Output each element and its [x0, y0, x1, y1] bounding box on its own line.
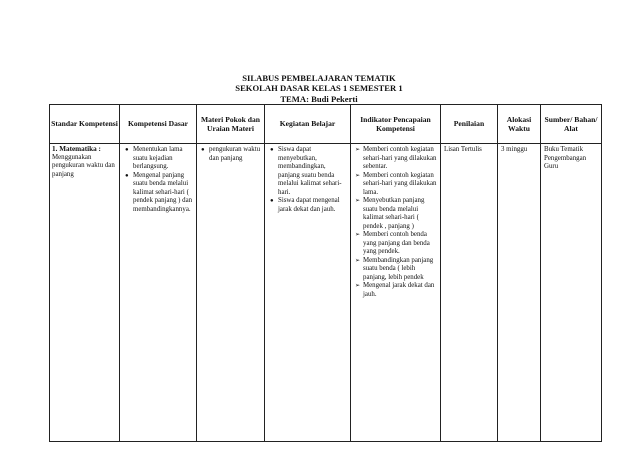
materi-list [197, 144, 264, 163]
arrow-bullet-icon: ➢ [355, 147, 361, 153]
list-item [354, 146, 438, 172]
cell-kompetensi-dasar [120, 144, 197, 442]
header-alokasi-waktu: Alokasi Waktu [498, 105, 541, 144]
syllabus-table [49, 104, 602, 442]
kompetensi-list [120, 144, 196, 214]
list-item-text: Memberi contoh benda yang panjang dan benda yang pendek. [363, 231, 430, 255]
round-bullet-icon: ● [125, 147, 129, 153]
cell-materi-pokok [197, 144, 265, 442]
cell-sumber: Buku Tematik Pengembangan Guru [541, 144, 602, 442]
list-item-text: Mengenal jarak dekat dan jauh. [363, 282, 435, 298]
list-item-text: Siswa dapat menyebutkan, membandingkan, panjang suatu benda melalui kalimat sehari-hari. [278, 146, 342, 196]
cell-penilaian: Lisan Tertulis [441, 144, 498, 442]
document-theme: TEMA: Budi Pekerti [280, 94, 358, 104]
arrow-bullet-icon: ➢ [355, 172, 361, 179]
document-title: SILABUS PEMBELAJARAN TEMATIK [242, 73, 396, 83]
list-item [269, 197, 348, 214]
list-item-text: Mengenal panjang suatu benda melalui kalimat sehari-hari ( pendek panjang ) dan membandingkannya. [133, 171, 193, 213]
list-item-text: Menentukan lama suatu kejadian berlangsung. [133, 146, 183, 170]
list-item [200, 146, 262, 163]
arrow-bullet-icon: ➢ [355, 232, 361, 238]
list-item [354, 172, 438, 198]
round-bullet-icon: ● [201, 147, 205, 153]
header-penilaian: Penilaian [441, 105, 498, 144]
header-materi-pokok: Materi Pokok dan Uraian Materi [197, 105, 265, 144]
cell-standar-kompetensi [50, 144, 120, 442]
arrow-bullet-icon: ➢ [355, 257, 361, 264]
header-indikator: Indikator Pencapaian Kompetensi [351, 105, 441, 144]
kegiatan-list [265, 144, 350, 214]
list-item [354, 197, 438, 231]
list-item [124, 146, 194, 172]
list-item [354, 282, 438, 299]
header-kegiatan-belajar: Kegiatan Belajar [265, 105, 351, 144]
list-item-text: pengukuran waktu dan panjang [209, 146, 261, 162]
round-bullet-icon: ● [270, 147, 274, 153]
table-header-row [50, 105, 602, 144]
round-bullet-icon: ● [125, 172, 129, 179]
cell-kegiatan-belajar [265, 144, 351, 442]
arrow-bullet-icon: ➢ [355, 198, 361, 204]
list-item-text: Menyebutkan panjang suatu benda melalui kalimat sehari-hari ( pendek , panjang ) [363, 197, 425, 230]
list-item-text: Memberi contoh kegiatan sehari-hari yang dilakukan lama. [363, 171, 437, 196]
indikator-list [351, 144, 440, 299]
list-item-text: Membandingkan panjang suatu benda ( lebih panjang, lebih pendek [363, 256, 434, 281]
subject-label: 1. Matematika : [52, 145, 101, 153]
document-subtitle: SEKOLAH DASAR KELAS 1 SEMESTER 1 [235, 83, 403, 93]
list-item-text: Memberi contoh kegiatan sehari-hari yang dilakukan sebentar. [363, 146, 437, 170]
list-item [354, 231, 438, 257]
list-item [124, 172, 194, 215]
header-standar-kompetensi: Standar Kompetensi [50, 105, 120, 144]
header-sumber: Sumber/ Bahan/ Alat [541, 105, 602, 144]
round-bullet-icon: ● [270, 198, 274, 204]
header-kompetensi-dasar: Kompetensi Dasar [120, 105, 197, 144]
arrow-bullet-icon: ➢ [355, 283, 361, 289]
list-item-text: Siswa dapat mengenal jarak dekat dan jauh. [278, 197, 340, 213]
cell-indikator [351, 144, 441, 442]
list-item [269, 146, 348, 197]
list-item [354, 257, 438, 283]
standar-text: Menggunakan pengukuran waktu dan panjang [52, 153, 115, 178]
table-row [50, 144, 602, 442]
cell-alokasi-waktu: 3 minggu [498, 144, 541, 442]
